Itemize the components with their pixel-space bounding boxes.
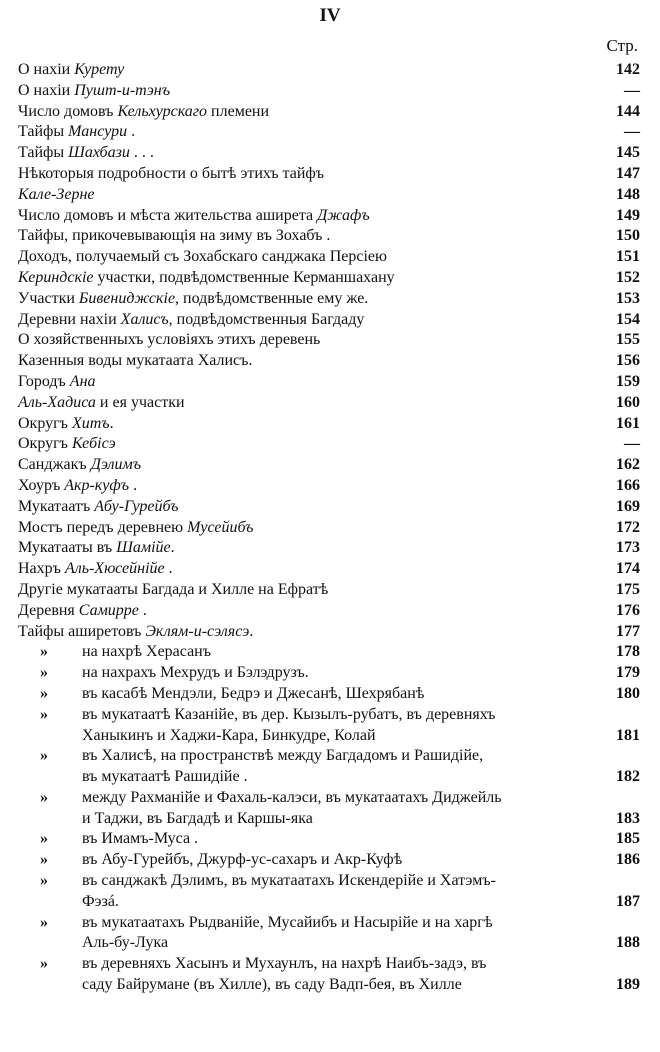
entry-title-text: Доходъ, получаемый съ Зохабскаго санджака Персiею: [18, 248, 387, 266]
entry-title-text: Число домовъ: [18, 102, 118, 120]
entry-title-italic: Кельхурскаго: [117, 102, 208, 120]
entry-page: 188: [616, 934, 640, 952]
entry-title-italic: Халисъ: [120, 310, 169, 328]
toc-subentry: [18, 684, 640, 705]
toc-subentry-continuation: [18, 726, 640, 747]
toc-entry: [18, 60, 640, 81]
toc-entry: [18, 580, 640, 601]
entry-page: 151: [616, 248, 640, 266]
entry-title-text: и ея участки: [95, 393, 185, 411]
entry-title-text: Хоуръ: [18, 476, 65, 494]
entry-title-italic: Дэлимъ: [90, 456, 142, 474]
entry-title-text: Санджакъ: [18, 456, 91, 474]
entry-title-text: .: [138, 601, 147, 619]
toc-subentry: [18, 871, 640, 892]
entry-title-italic: Акр-куфъ: [64, 476, 130, 494]
entry-page: 144: [616, 102, 640, 120]
toc-subentry-continuation: [18, 975, 640, 996]
toc-subentry: [18, 663, 640, 684]
entry-title-italic: Кале-Зерне: [18, 185, 95, 203]
entry-title: [18, 185, 95, 206]
entry-title-italic: Шахбази: [68, 144, 130, 162]
ditto-mark: »: [40, 664, 48, 682]
entry-title-text: Тайфы: [18, 123, 69, 141]
ditto-mark: »: [40, 684, 48, 702]
entry-title: [18, 122, 135, 143]
toc-entry: [18, 455, 640, 476]
entry-title-text: Участки: [18, 289, 79, 307]
entry-title-text: Казенныя воды мукатаата Халисъ.: [18, 352, 253, 370]
entry-page: 156: [616, 352, 640, 370]
entry-title-italic: Аль-Хюсейнiйе: [64, 560, 165, 578]
toc-entry: [18, 247, 640, 268]
entry-page: 187: [616, 892, 640, 910]
page-number: IV: [319, 5, 341, 26]
entry-title-italic: Джафъ: [317, 206, 370, 224]
entry-title: [18, 622, 253, 643]
entry-title: [18, 60, 124, 81]
toc-entry: [18, 164, 640, 185]
entry-title-text: Городъ: [18, 372, 70, 390]
toc-entry: [18, 434, 640, 455]
toc-subentry: [18, 954, 640, 975]
toc-entry: [18, 414, 640, 435]
subentry-title: Фэзá.: [82, 892, 119, 910]
entry-page: 149: [616, 206, 640, 224]
entry-title: [18, 206, 370, 227]
entry-title-text: .: [249, 622, 254, 640]
entry-title: [18, 455, 141, 476]
entry-title-text: , подвѣдомственные ему же.: [175, 289, 369, 307]
entry-page: 174: [616, 560, 640, 578]
subentry-title: въ мукатаатѣ Казанiйе, въ дер. Кызылъ-рубатъ, въ деревняхъ: [82, 705, 496, 723]
entry-title: [18, 580, 328, 601]
entry-title-text: .: [164, 560, 173, 578]
entry-title-text: Тайфы аширетовъ: [18, 622, 146, 640]
entry-title: [18, 247, 387, 268]
toc-entry: [18, 476, 640, 497]
entry-title-italic: Кебiсэ: [71, 435, 116, 453]
subentry-title: Аль-бу-Лука: [82, 934, 169, 952]
ditto-mark: »: [40, 747, 48, 765]
subentry-title: въ Халисѣ, на пространствѣ между Багдадомъ и Рашидiйе,: [82, 747, 484, 765]
entry-title: [18, 268, 395, 289]
entry-title-text: Нахръ: [18, 560, 65, 578]
ditto-mark: »: [40, 872, 48, 890]
entry-title-text: участки, подвѣдомственные Керманшахану: [93, 268, 395, 286]
entry-title-text: О нахiи: [18, 61, 75, 78]
entry-title-text: О хозяйственныхъ условiяхъ этихъ деревень: [18, 331, 321, 349]
entry-page: 150: [616, 227, 640, 245]
toc-entry: [18, 559, 640, 580]
toc-entry: [18, 372, 640, 393]
toc-entry: [18, 393, 640, 414]
entry-page: 176: [616, 601, 640, 619]
entry-page: 189: [616, 976, 640, 994]
subentry-title: Ханыкинъ и Хаджи-Кара, Бинкудре, Колай: [82, 726, 376, 744]
entry-title-italic: Ана: [69, 372, 96, 390]
entry-title-italic: Мусейибъ: [187, 518, 254, 536]
toc-entry: [18, 143, 640, 164]
entry-title-text: Тайфы, прикочевывающiя на зиму въ Зохабъ .: [18, 227, 331, 245]
subentry-title: въ мукатаатахъ Рыдванiйе, Мусайибъ и Насырiйе и на харгѣ: [82, 913, 493, 931]
entry-title-text: племени: [207, 102, 270, 120]
entry-page: 185: [616, 830, 640, 848]
ditto-mark: »: [40, 788, 48, 806]
entry-page: 179: [616, 664, 640, 682]
entry-title-text: Округъ: [18, 435, 72, 453]
subentry-title: въ деревняхъ Хасынъ и Мухаунлъ, на нахрѣ Наибъ-задэ, въ: [82, 955, 487, 973]
entry-title-text: Тайфы: [18, 144, 69, 162]
entry-page: 166: [616, 476, 640, 494]
toc-entry: [18, 81, 640, 102]
ditto-mark: »: [40, 913, 48, 931]
subentry-title: и Таджи, въ Багдадѣ и Каршы-яка: [82, 809, 313, 827]
entry-title-text: Другiе мукатааты Багдада и Хилле на Ефратѣ: [18, 580, 329, 598]
toc-subentry-continuation: [18, 767, 640, 788]
toc-entry: [18, 102, 640, 123]
entry-title: [18, 143, 154, 164]
entry-page: 169: [616, 497, 640, 515]
toc-entry: [18, 497, 640, 518]
toc-subentry: [18, 913, 640, 934]
toc-entry: [18, 310, 640, 331]
entry-title: [18, 81, 170, 102]
entry-title: [18, 393, 185, 414]
subentry-title: въ Абу-Гурейбъ, Джурф-ус-сахаръ и Акр-Куфѣ: [82, 851, 403, 869]
entry-page: 148: [616, 185, 640, 203]
toc-subentry-continuation: [18, 809, 640, 830]
entry-page: 182: [616, 768, 640, 786]
subentry-title: въ Имамъ-Муса .: [82, 830, 199, 848]
entry-title: [18, 372, 96, 393]
ditto-mark: »: [40, 955, 48, 973]
entry-page: 183: [616, 809, 640, 827]
entry-title-text: Число домовъ и мѣста жительства аширета: [18, 206, 318, 224]
toc-entry: [18, 268, 640, 289]
entry-title: [18, 497, 178, 518]
subentry-title: въ мукатаатѣ Рашидiйе .: [82, 768, 248, 786]
entry-page: 161: [616, 414, 640, 432]
toc-subentry-continuation: [18, 892, 640, 913]
entry-title-text: Мукатааты въ: [18, 539, 117, 557]
toc-entry: [18, 206, 640, 227]
entry-title: [18, 330, 320, 351]
entry-title: [18, 601, 147, 622]
toc-subentry: [18, 746, 640, 767]
entry-page: 177: [616, 622, 640, 640]
entry-title: [18, 538, 175, 559]
entry-title-text: , подвѣдомственныя Багдаду: [168, 310, 365, 328]
entry-page: —: [624, 435, 640, 453]
entry-title-text: Нѣкоторыя подробности о бытѣ этихъ тайфъ: [18, 164, 325, 182]
entry-title-text: .: [109, 414, 114, 432]
entry-title-text: О нахiи: [18, 81, 75, 99]
toc-entry: [18, 226, 640, 247]
toc-subentry: [18, 829, 640, 850]
entry-page: —: [624, 81, 640, 99]
entry-title-italic: Бивениджскiе: [78, 289, 176, 307]
entry-title-text: . . .: [129, 144, 154, 162]
entry-page: 181: [616, 726, 640, 744]
entry-title: [18, 559, 173, 580]
entry-page: 186: [616, 851, 640, 869]
toc-entry: [18, 122, 640, 143]
entry-page: 180: [616, 684, 640, 702]
toc-subentry: [18, 705, 640, 726]
entry-page: 159: [616, 372, 640, 390]
subentry-title: между Рахманiйе и Фахаль-калэси, въ мукатаатахъ Диджейль: [82, 788, 502, 806]
entry-page: 153: [616, 289, 640, 307]
entry-title-italic: Эклям-и-сэлясэ: [145, 622, 250, 640]
entry-page: 142: [616, 61, 640, 78]
entry-page: 145: [616, 144, 640, 162]
entry-title: [18, 164, 324, 185]
entry-title-italic: Мансури: [68, 123, 128, 141]
ditto-mark: »: [40, 851, 48, 869]
entry-page: 173: [616, 539, 640, 557]
subentry-title: въ касабѣ Мендэли, Бедрэ и Джесанѣ, Шехрябанѣ: [82, 684, 425, 702]
toc-subentry: [18, 788, 640, 809]
entry-title-text: Мукатаатъ: [18, 497, 95, 515]
entry-page: 178: [616, 643, 640, 661]
entry-title-text: Мостъ передъ деревнею: [18, 518, 188, 536]
entry-title-italic: Шамiйе: [116, 539, 171, 557]
entry-title-italic: Пушт-и-тэнъ: [74, 81, 171, 99]
subentry-title: саду Байрумане (въ Хилле), въ саду Вадп-бея, въ Хилле: [82, 976, 462, 994]
toc-entry: [18, 622, 640, 643]
entry-title: [18, 476, 137, 497]
entry-title-italic: Хитъ: [71, 414, 110, 432]
entry-title: [18, 226, 330, 247]
toc-entry: [18, 185, 640, 206]
entry-page: 162: [616, 456, 640, 474]
entry-title: [18, 518, 253, 539]
toc-entry: [18, 289, 640, 310]
entry-page: —: [624, 123, 640, 141]
entry-page: 154: [616, 310, 640, 328]
subentry-title: въ санджакѣ Дэлимъ, въ мукатаатахъ Искендерiйе и Хатэмъ-: [82, 872, 496, 890]
entry-title-italic: Абу-Гурейбъ: [94, 497, 179, 515]
ditto-mark: »: [40, 705, 48, 723]
toc-subentry: [18, 642, 640, 663]
entry-title-italic: Курету: [74, 61, 125, 78]
entry-page: 175: [616, 580, 640, 598]
ditto-mark: »: [40, 830, 48, 848]
entry-page: 160: [616, 393, 640, 411]
toc-subentry-continuation: [18, 933, 640, 954]
subentry-title: на нахрахъ Мехрудъ и Бэлэдрузъ.: [82, 664, 309, 682]
toc-entry: [18, 518, 640, 539]
entry-title: [18, 310, 364, 331]
entry-title-text: Деревни нахiи: [18, 310, 121, 328]
toc-entry: [18, 351, 640, 372]
toc-entry: [18, 601, 640, 622]
entry-page: 155: [616, 331, 640, 349]
subentry-title: на нахрѣ Херасанъ: [82, 643, 212, 661]
entry-page: 152: [616, 268, 640, 286]
entry-title: [18, 289, 368, 310]
entry-title-text: Деревня: [18, 601, 79, 619]
entry-title: [18, 351, 252, 372]
toc-entry: [18, 538, 640, 559]
entry-title-text: .: [127, 123, 136, 141]
entry-title-text: .: [129, 476, 138, 494]
ditto-mark: »: [40, 643, 48, 661]
entry-title: [18, 414, 114, 435]
entry-page: 172: [616, 518, 640, 536]
entry-page: 147: [616, 164, 640, 182]
table-of-contents: [18, 60, 640, 996]
entry-title: [18, 102, 269, 123]
entry-title: [18, 434, 116, 455]
toc-subentry: [18, 850, 640, 871]
entry-title-italic: Самирре: [78, 601, 139, 619]
entry-title-italic: Кериндскiе: [18, 268, 94, 286]
entry-title-text: .: [170, 539, 175, 557]
page-column-header: Стр.: [606, 36, 638, 55]
toc-entry: [18, 330, 640, 351]
entry-title-italic: Аль-Хадиса: [18, 393, 96, 411]
entry-title-text: Округъ: [18, 414, 72, 432]
